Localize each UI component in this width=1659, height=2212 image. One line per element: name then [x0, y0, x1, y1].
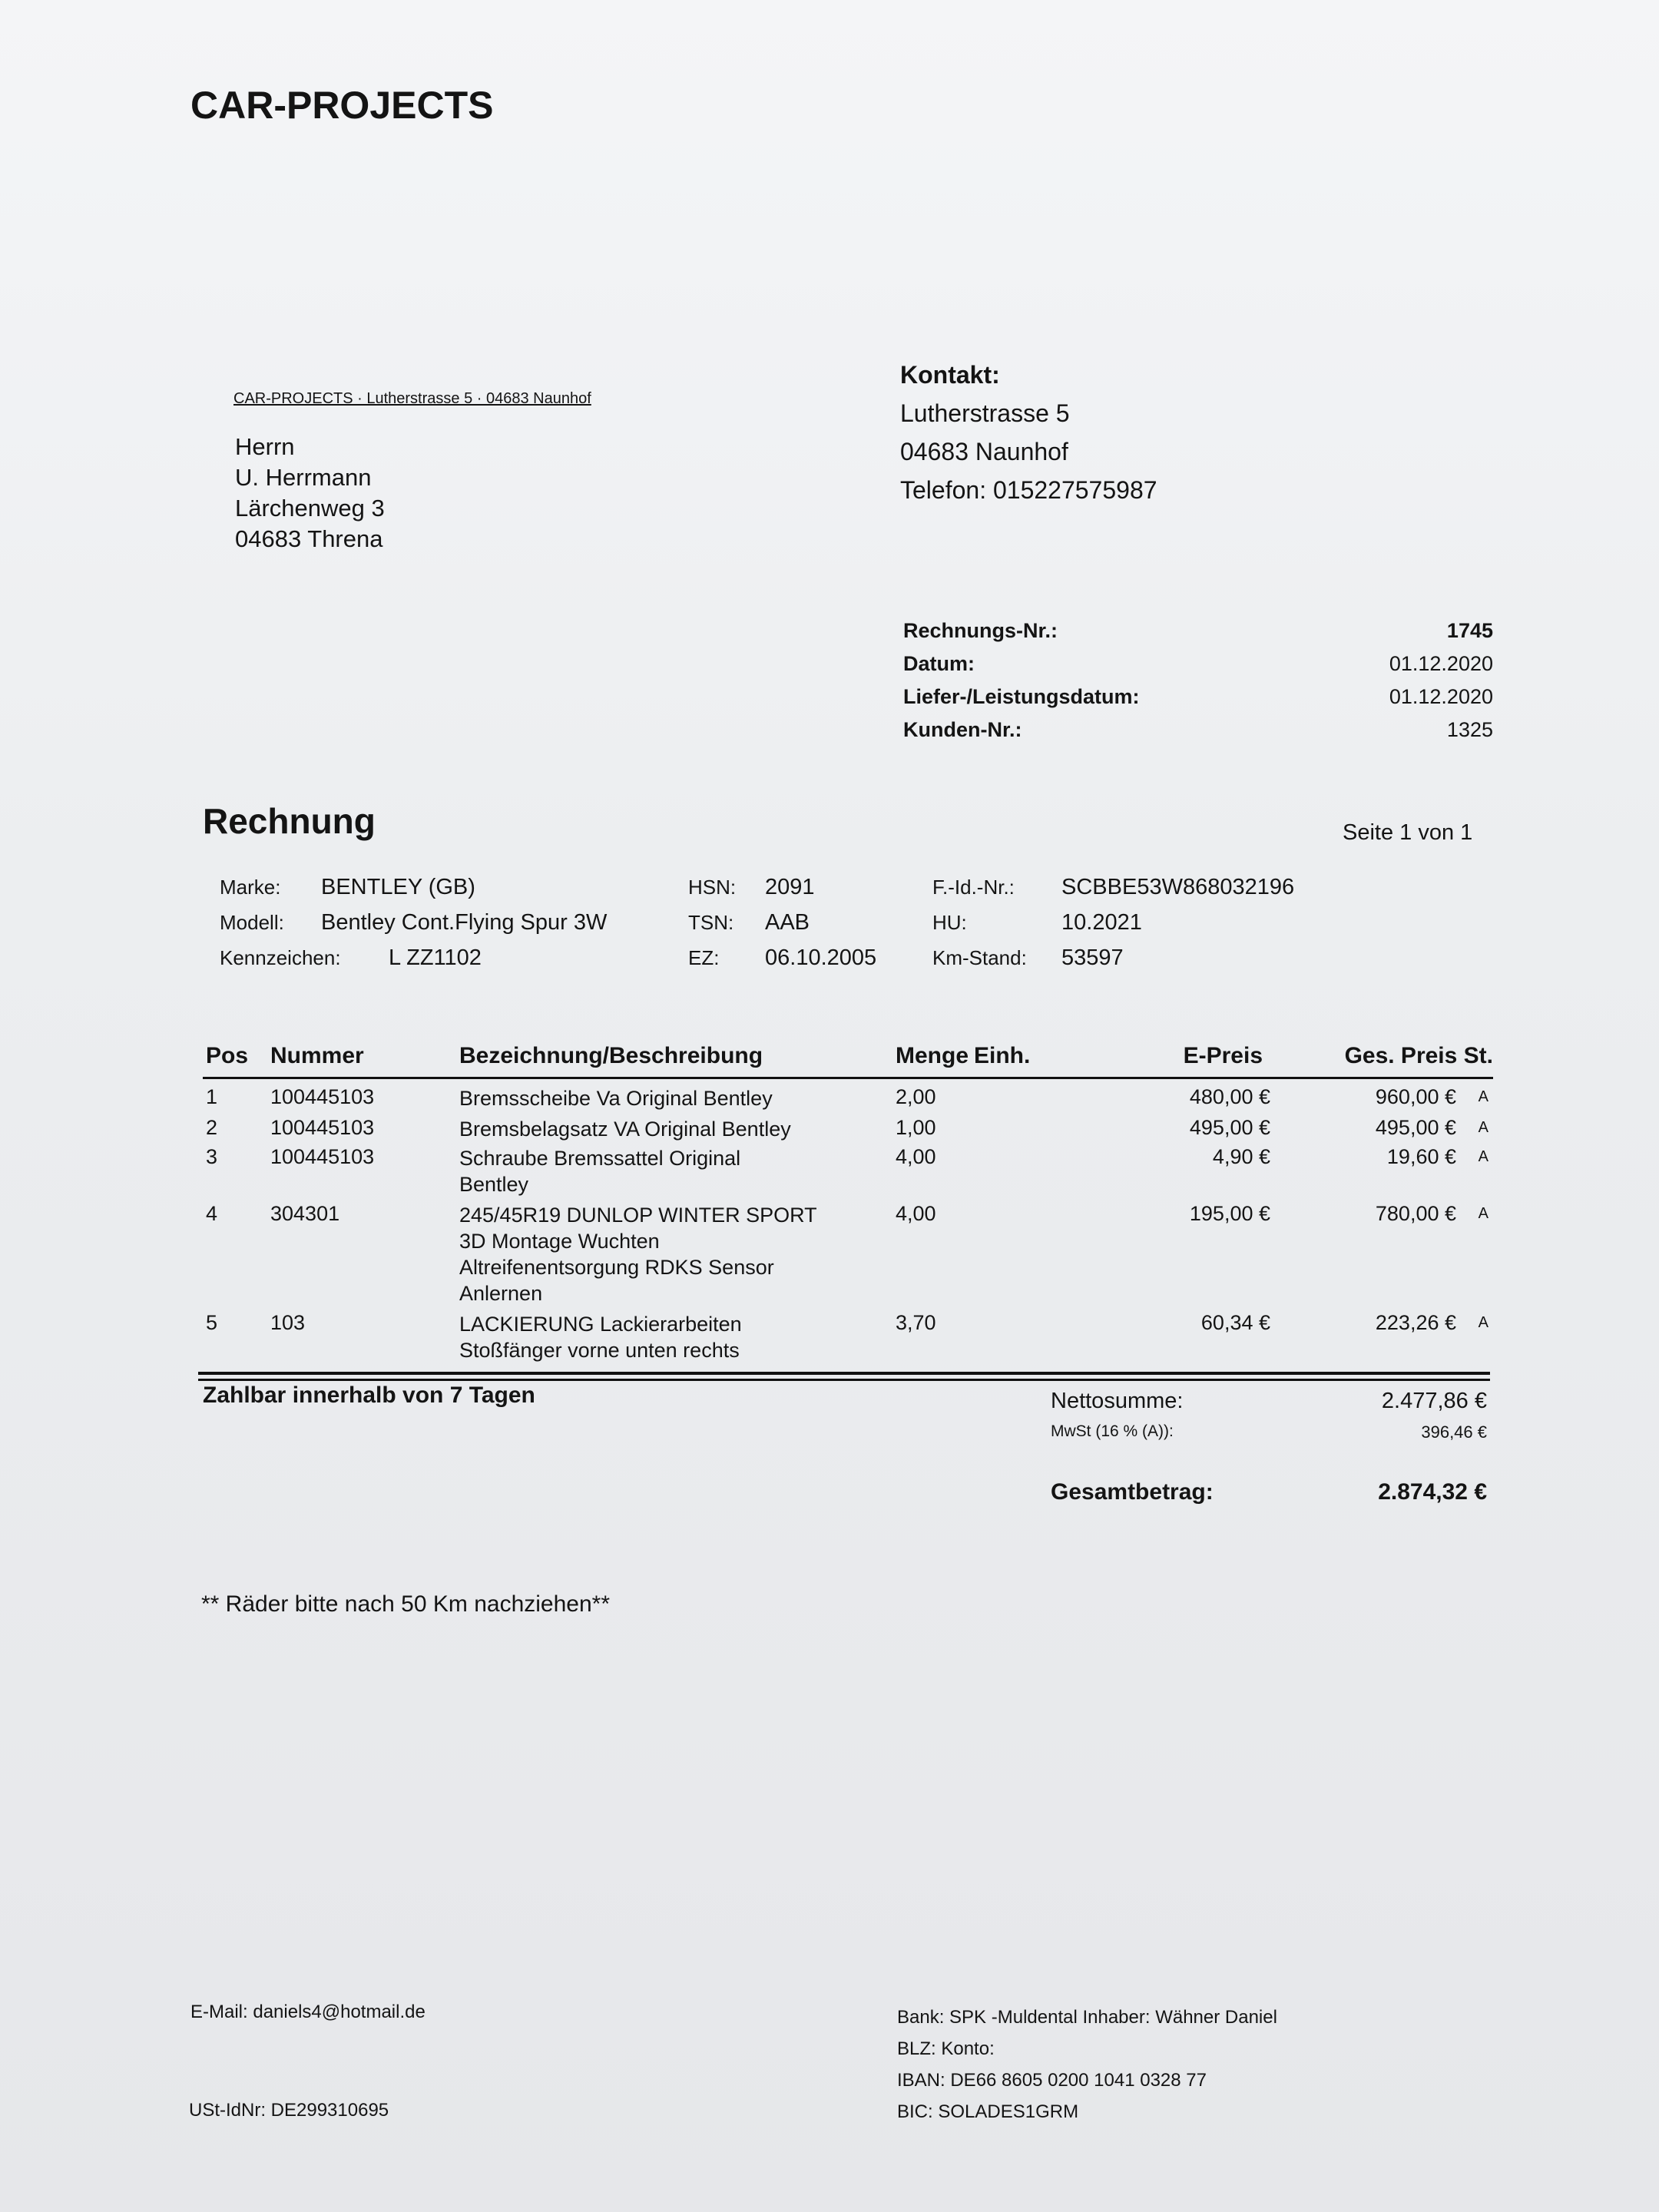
vehicle-value: 10.2021	[1061, 910, 1142, 935]
row-gpreis: 960,00 €	[1375, 1085, 1456, 1108]
meta-value: 1325	[1446, 718, 1493, 741]
recipient-street: Lärchenweg 3	[235, 495, 385, 522]
footer-bank	[897, 2002, 1277, 2128]
row-desc: 245/45R19 DUNLOP WINTER SPORT 3D Montage Wuchten Altreifenentsorgung RDKS Sensor Anlernen	[459, 1204, 817, 1305]
meta-row	[903, 647, 1493, 680]
mwst-value: 396,46 €	[1421, 1422, 1487, 1442]
bank-bic: BIC: SOLADES1GRM	[897, 2101, 1079, 2122]
row-epreis: 195,00 €	[1189, 1202, 1270, 1225]
table-row	[203, 1116, 1493, 1145]
gesamt-label: Gesamtbetrag:	[1051, 1479, 1214, 1505]
row-num: 103	[270, 1311, 306, 1334]
meta-label: Rechnungs-Nr.:	[903, 619, 1058, 642]
row-menge: 1,00	[896, 1116, 936, 1139]
gesamt-value: 2.874,32 €	[1378, 1479, 1487, 1505]
meta-label: Kunden-Nr.:	[903, 718, 1022, 741]
vehicle-label: HSN:	[688, 876, 737, 899]
netto-label: Nettosumme:	[1051, 1389, 1184, 1413]
row-menge: 4,00	[896, 1202, 936, 1225]
vehicle-col-1	[220, 869, 607, 975]
vehicle-label: Modell:	[220, 911, 284, 934]
header-num: Nummer	[270, 1043, 364, 1068]
row-desc: Schraube Bremssattel Original Bentley	[459, 1147, 741, 1196]
meta-value: 01.12.2020	[1389, 652, 1493, 675]
row-tax-code: A	[1478, 1205, 1488, 1222]
contact-city: 04683 Naunhof	[900, 438, 1068, 465]
vehicle-label: TSN:	[688, 911, 734, 934]
row-menge: 4,00	[896, 1145, 936, 1168]
header-menge: Menge	[896, 1043, 969, 1068]
row-tax-code: A	[1478, 1314, 1488, 1331]
table-row	[203, 1145, 1493, 1202]
vehicle-label: EZ:	[688, 946, 720, 969]
row-pos: 3	[206, 1145, 218, 1168]
row-epreis: 480,00 €	[1189, 1085, 1270, 1108]
row-num: 100445103	[270, 1116, 375, 1139]
recipient-address	[235, 432, 385, 555]
row-pos: 1	[206, 1085, 218, 1108]
vehicle-value: SCBBE53W868032196	[1061, 875, 1295, 899]
row-desc: LACKIERUNG Lackierarbeiten Stoßfänger vorne unten rechts	[459, 1313, 742, 1362]
table-row	[203, 1202, 1493, 1311]
vehicle-field	[932, 940, 1294, 975]
meta-value: 01.12.2020	[1389, 685, 1493, 708]
table-row	[203, 1311, 1493, 1368]
contact-street: Lutherstrasse 5	[900, 399, 1070, 427]
vehicle-value: 2091	[765, 875, 815, 899]
payment-terms: Zahlbar innerhalb von 7 Tagen	[203, 1382, 535, 1408]
wheel-note: ** Räder bitte nach 50 Km nachziehen**	[201, 1591, 611, 1617]
contact-heading: Kontakt:	[900, 361, 1000, 389]
contact-block	[900, 356, 1157, 509]
meta-label: Liefer-/Leistungsdatum:	[903, 685, 1140, 708]
meta-row	[903, 614, 1493, 647]
header-epreis: E-Preis	[1183, 1043, 1263, 1068]
row-menge: 2,00	[896, 1085, 936, 1108]
netto-value: 2.477,86 €	[1381, 1389, 1487, 1413]
vehicle-field	[688, 869, 876, 905]
document-title: Rechnung	[203, 801, 376, 841]
line-items-table	[203, 1038, 1493, 1368]
sender-line: CAR-PROJECTS · Lutherstrasse 5 · 04683 Naunhof	[233, 390, 591, 407]
vehicle-label: Km-Stand:	[932, 946, 1027, 969]
vehicle-label: F.-Id.-Nr.:	[932, 876, 1015, 899]
bank-blz: BLZ: Konto:	[897, 2038, 995, 2059]
mwst-label: MwSt (16 % (A)):	[1051, 1422, 1174, 1440]
vehicle-label: Kennzeichen:	[220, 946, 341, 969]
row-gpreis: 780,00 €	[1375, 1202, 1456, 1225]
vehicle-value: 06.10.2005	[765, 945, 877, 970]
header-pos: Pos	[206, 1043, 249, 1068]
row-gpreis: 495,00 €	[1375, 1116, 1456, 1139]
row-pos: 4	[206, 1202, 218, 1225]
invoice-meta	[903, 614, 1493, 747]
row-num: 100445103	[270, 1145, 375, 1168]
bank-iban: IBAN: DE66 8605 0200 1041 0328 77	[897, 2070, 1207, 2091]
vehicle-value: BENTLEY (GB)	[321, 875, 475, 899]
vehicle-field	[220, 940, 607, 975]
row-tax-code: A	[1478, 1148, 1488, 1165]
row-num: 304301	[270, 1202, 340, 1225]
vehicle-col-2	[688, 869, 876, 975]
table-end-divider	[198, 1372, 1490, 1381]
row-menge: 3,70	[896, 1311, 936, 1334]
meta-row	[903, 714, 1493, 747]
meta-label: Datum:	[903, 652, 975, 675]
contact-phone: Telefon: 015227575987	[900, 476, 1157, 504]
vehicle-field	[932, 869, 1294, 905]
recipient-name: U. Herrmann	[235, 464, 372, 491]
row-tax-code: A	[1478, 1088, 1488, 1105]
vehicle-value: AAB	[765, 910, 810, 935]
footer-email: E-Mail: daniels4@hotmail.de	[190, 2002, 426, 2022]
vehicle-value: L ZZ1102	[389, 945, 482, 970]
row-epreis: 60,34 €	[1200, 1311, 1270, 1334]
row-pos: 5	[206, 1311, 218, 1334]
company-logo-text: CAR-PROJECTS	[190, 84, 494, 127]
vehicle-col-3	[932, 869, 1294, 975]
row-gpreis: 223,26 €	[1375, 1311, 1456, 1334]
vehicle-field	[932, 905, 1294, 940]
row-tax-code: A	[1478, 1119, 1488, 1136]
vehicle-label: HU:	[932, 911, 967, 934]
vehicle-value: 53597	[1061, 945, 1124, 970]
row-gpreis: 19,60 €	[1386, 1145, 1456, 1168]
recipient-salutation: Herrn	[235, 433, 295, 460]
row-epreis: 495,00 €	[1189, 1116, 1270, 1139]
bank-name: Bank: SPK -Muldental Inhaber: Wähner Daniel	[897, 2007, 1277, 2028]
row-num: 100445103	[270, 1085, 375, 1108]
row-epreis: 4,90 €	[1212, 1145, 1270, 1168]
vehicle-value: Bentley Cont.Flying Spur 3W	[321, 910, 608, 935]
row-desc: Bremsscheibe Va Original Bentley	[459, 1087, 773, 1110]
vehicle-field	[688, 940, 876, 975]
header-gpreis: Ges. Preis St.	[1344, 1043, 1493, 1068]
vehicle-field	[220, 869, 607, 905]
vehicle-label: Marke:	[220, 876, 281, 899]
table-header	[203, 1038, 1493, 1079]
recipient-city: 04683 Threna	[235, 525, 383, 552]
header-einh: Einh.	[974, 1043, 1031, 1068]
meta-value: 1745	[1446, 619, 1493, 642]
header-desc: Bezeichnung/Beschreibung	[459, 1043, 763, 1068]
table-row	[203, 1085, 1493, 1116]
row-pos: 2	[206, 1116, 218, 1139]
vehicle-field	[688, 905, 876, 940]
page-info: Seite 1 von 1	[1343, 820, 1473, 845]
row-desc: Bremsbelagsatz VA Original Bentley	[459, 1118, 791, 1141]
footer-ustid: USt-IdNr: DE299310695	[189, 2100, 389, 2121]
vehicle-field	[220, 905, 607, 940]
meta-row	[903, 680, 1493, 714]
